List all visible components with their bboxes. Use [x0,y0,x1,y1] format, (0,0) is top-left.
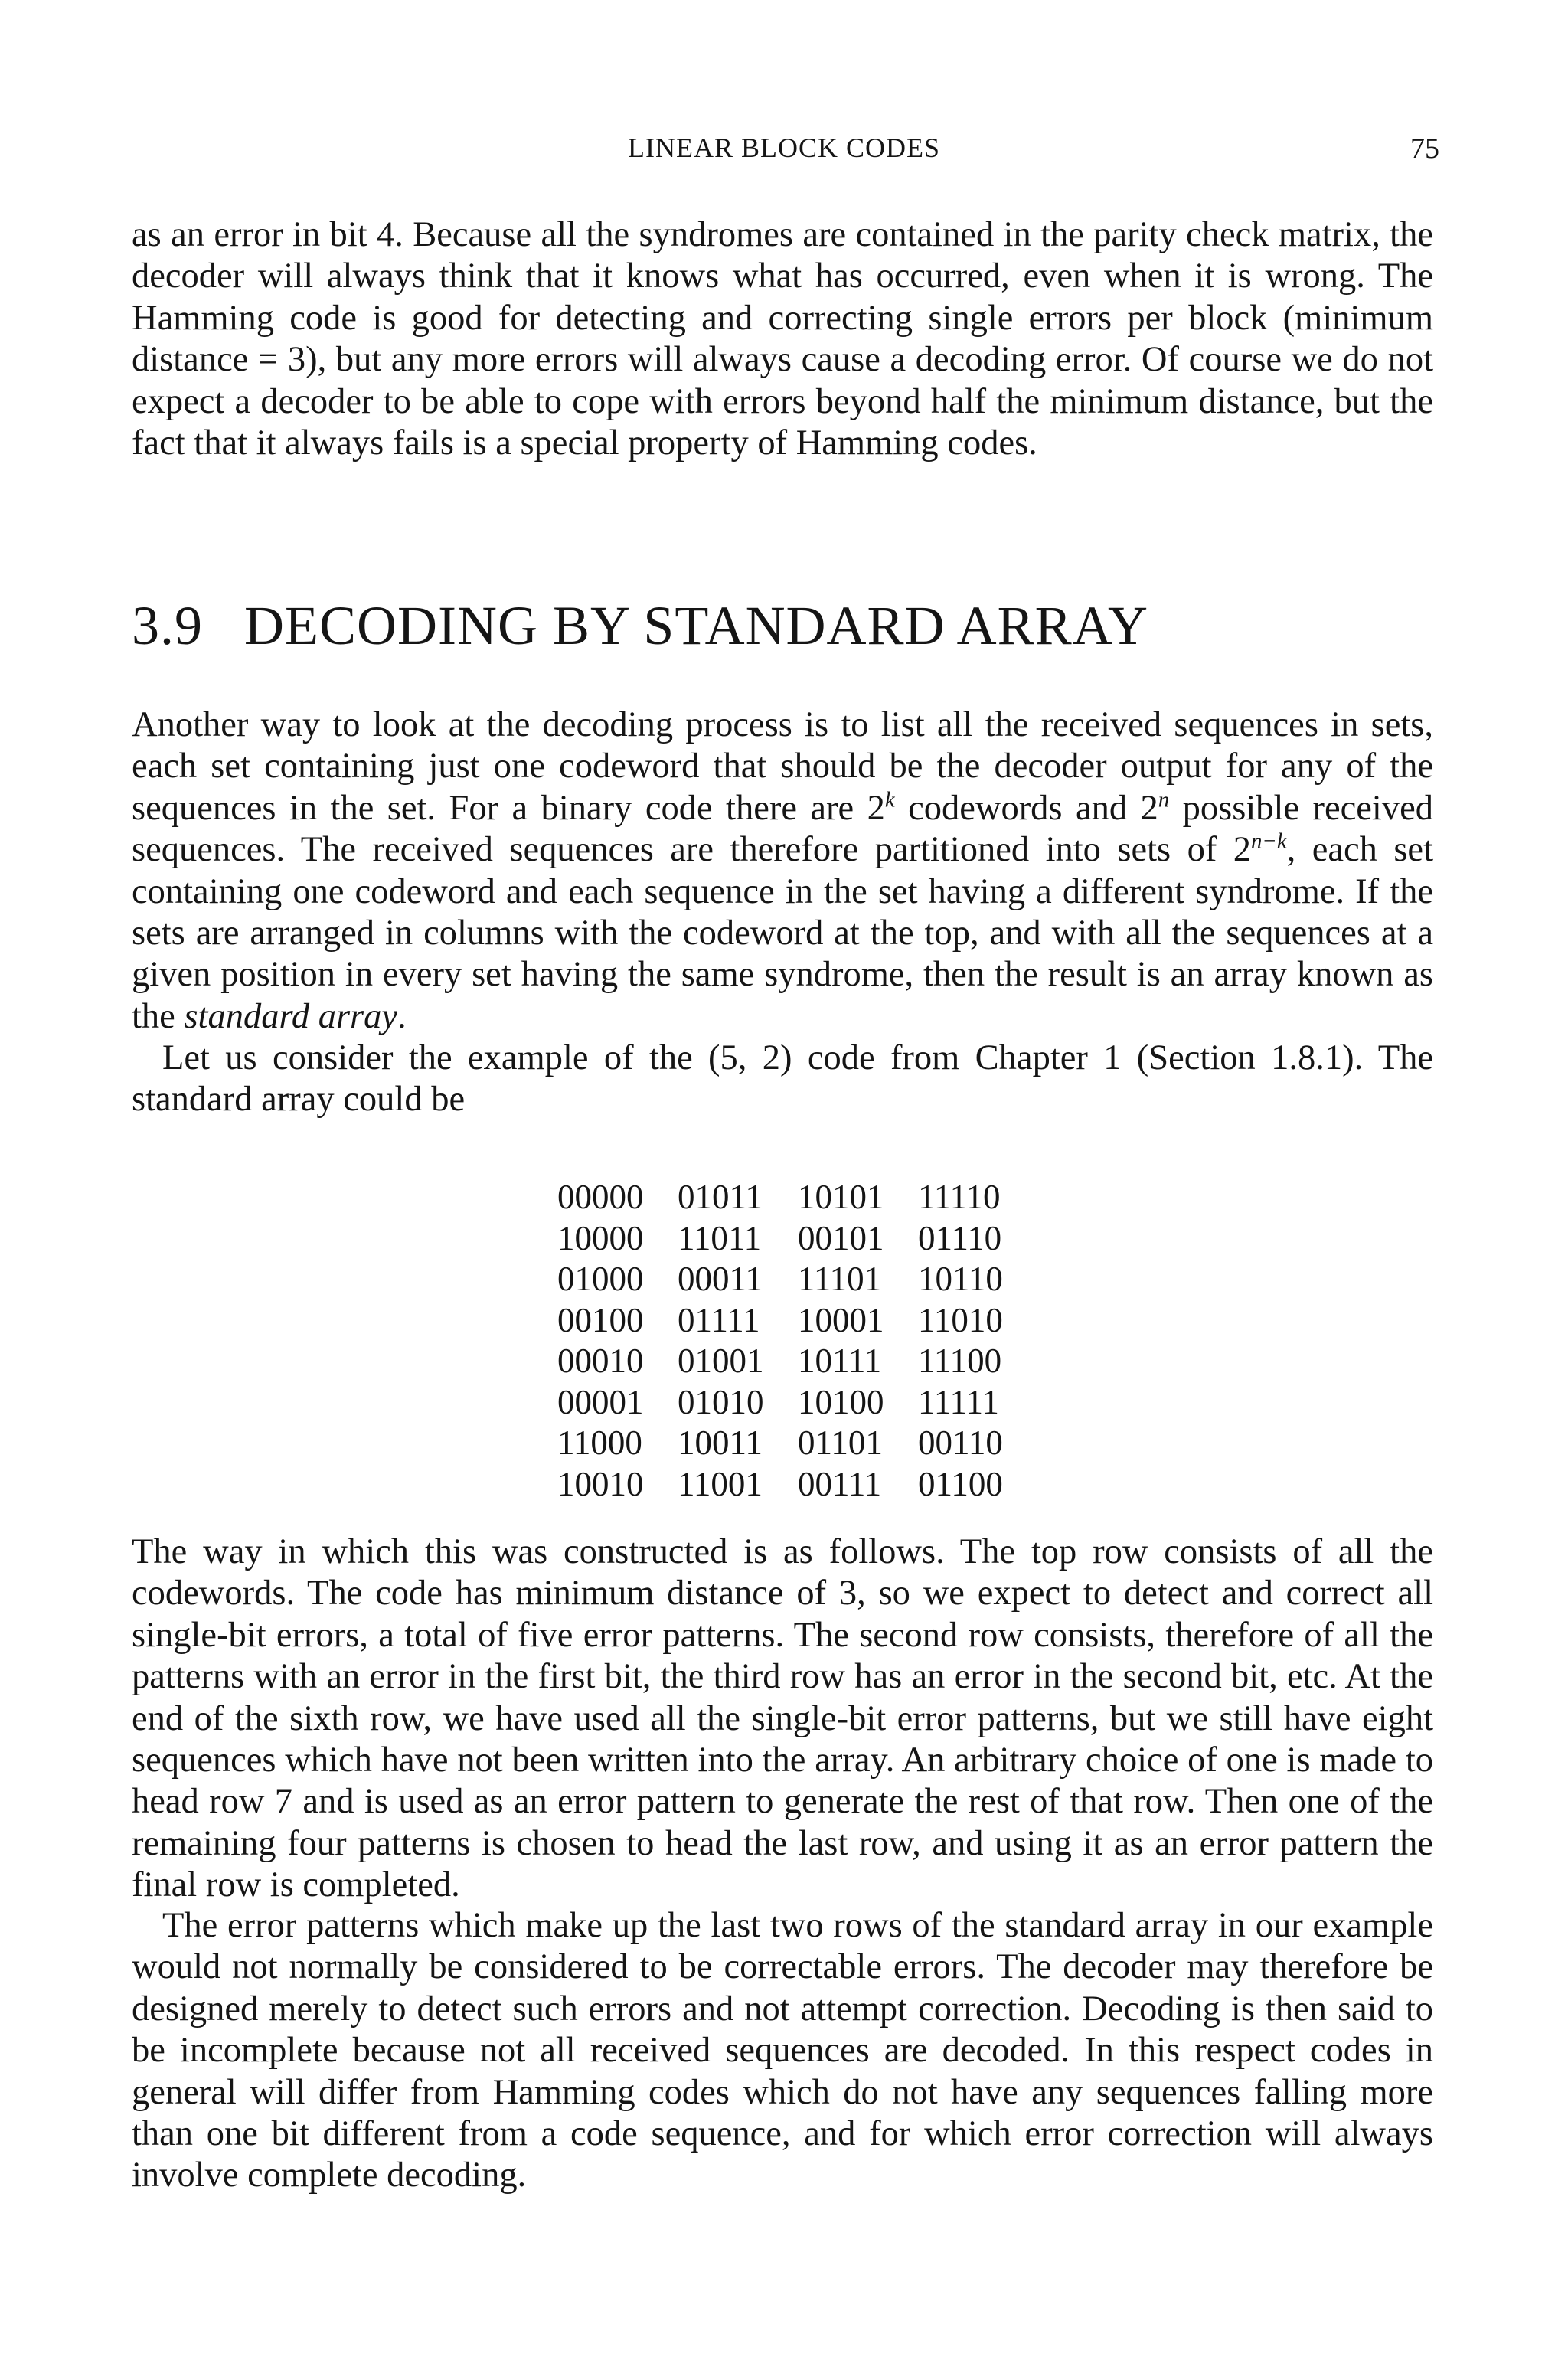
standard-array-cell: 11100 [918,1342,1002,1380]
standard-array-row [557,1382,1038,1424]
standard-array-cell: 10100 [798,1382,884,1421]
standard-array-cell: 10011 [678,1424,763,1462]
superscript-n-minus-k: n−k [1251,829,1287,854]
standard-array-row [557,1259,1038,1300]
standard-array-cell: 11011 [678,1218,762,1257]
standard-array-row [557,1341,1038,1382]
section-number: 3.9 [132,595,203,656]
standard-array-row [557,1464,1038,1505]
standard-array-cell: 00111 [798,1464,882,1503]
standard-array-cell: 00110 [918,1424,1003,1462]
standard-array-row [557,1300,1038,1342]
text-run: codewords and 2 [894,788,1158,828]
text-run: Another way to look at the decoding process is to list all the received sequences in sets, each set containing just one codeword that should be the decoder output for any of the sequences in the set. For a binary code there are 2 [132,705,1433,828]
standard-array-cell: 11101 [798,1260,882,1298]
standard-array-cell: 10001 [798,1300,884,1339]
standard-array-cell: 11010 [918,1300,1003,1339]
standard-array-cell: 11001 [678,1464,763,1503]
standard-array-row [557,1218,1038,1260]
paragraph-standard-array-definition [132,704,1433,1038]
standard-array-cell: 01111 [678,1300,760,1339]
standard-array-cell: 01100 [918,1464,1003,1503]
paragraph-example-intro: Let us consider the example of the (5, 2) code from Chapter 1 (Section 1.8.1). The standard array could be [132,1038,1433,1120]
section-title: DECODING BY STANDARD ARRAY [244,595,1149,656]
text-run: possible received sequences. The received sequences are therefore partitioned into sets of 2 [132,788,1433,870]
standard-array-cell: 10110 [918,1260,1003,1298]
standard-array-cell: 00000 [557,1178,644,1216]
superscript-n: n [1158,787,1170,812]
standard-array-cell: 10111 [798,1342,882,1380]
standard-array-table [557,1177,1038,1505]
paragraph-incomplete-decoding: The error patterns which make up the last two rows of the standard array in our example would not normally be considered to be correctable errors. The decoder may therefore be designed merely to detect such errors and not attempt correction. Decoding is then said to be incomplete because not all received sequences are decoded. In this respect codes in general will differ from Hamming codes which do not have any sequences falling more than one bit different from a code sequence, and for which error correction will always involve complete decoding. [132,1906,1433,2195]
standard-array-cell: 00101 [798,1218,884,1257]
standard-array-cell: 01010 [678,1382,764,1421]
standard-array-row [557,1423,1038,1464]
paragraph-construction: The way in which this was constructed is as follows. The top row consists of all the codewords. The code has minimum distance of 3, so we expect to detect and correct all single-bit errors, a total of five error patterns. The second row consists, therefore of all the patterns with an error in the first bit, the third row has an error in the second bit, etc. At the end of the sixth row, we have used all the single-bit error patterns, but we still have eight sequences which have not been written into the array. An arbitrary choice of one is made to head row 7 and is used as an error pattern to generate the rest of that row. Then one of the remaining four patterns is chosen to head the last row, and using it as an error pattern the final row is completed. [132,1532,1433,1905]
standard-array-cell: 00001 [557,1382,644,1421]
standard-array-cell: 11111 [918,1382,999,1421]
standard-array-cell: 01110 [918,1218,1002,1257]
page-number: 75 [1410,132,1439,165]
term-standard-array: standard array [184,996,398,1036]
standard-array-cell: 10101 [798,1178,884,1216]
standard-array-cell: 11110 [918,1178,1001,1216]
running-header [0,132,1568,170]
standard-array-cell: 10010 [557,1464,644,1503]
intro-paragraph: as an error in bit 4. Because all the syndromes are contained in the parity check matrix, the decoder will always think that it knows what has occurred, even when it is wrong. The Hamming code is good for detecting and correcting single errors per block (minimum distance = 3), but any more errors will always cause a decoding error. Of course we do not expect a decoder to be able to cope with errors beyond half the minimum distance, but the fact that it always fails is a special property of Hamming codes. [132,215,1433,463]
text-run: , each set containing one codeword and each sequence in the set having a different syndrome. If the sets are arranged in columns with the codeword at the top, and with all the sequences at a given position in every set having the same syndrome, then the result is an array known as the [132,830,1433,1036]
section-heading [132,594,1148,658]
standard-array-cell: 00010 [557,1342,644,1380]
standard-array-cell: 00100 [557,1300,644,1339]
standard-array-cell: 11000 [557,1424,642,1462]
text-run: . [397,996,407,1036]
standard-array-cell: 01001 [678,1342,764,1380]
standard-array-cell: 01011 [678,1178,763,1216]
running-title: LINEAR BLOCK CODES [627,132,940,163]
standard-array-row [557,1177,1038,1218]
standard-array-cell: 00011 [678,1260,763,1298]
standard-array-cell: 10000 [557,1218,644,1257]
standard-array-cell: 01000 [557,1260,644,1298]
superscript-k: k [884,787,895,812]
standard-array-cell: 01101 [798,1424,883,1462]
